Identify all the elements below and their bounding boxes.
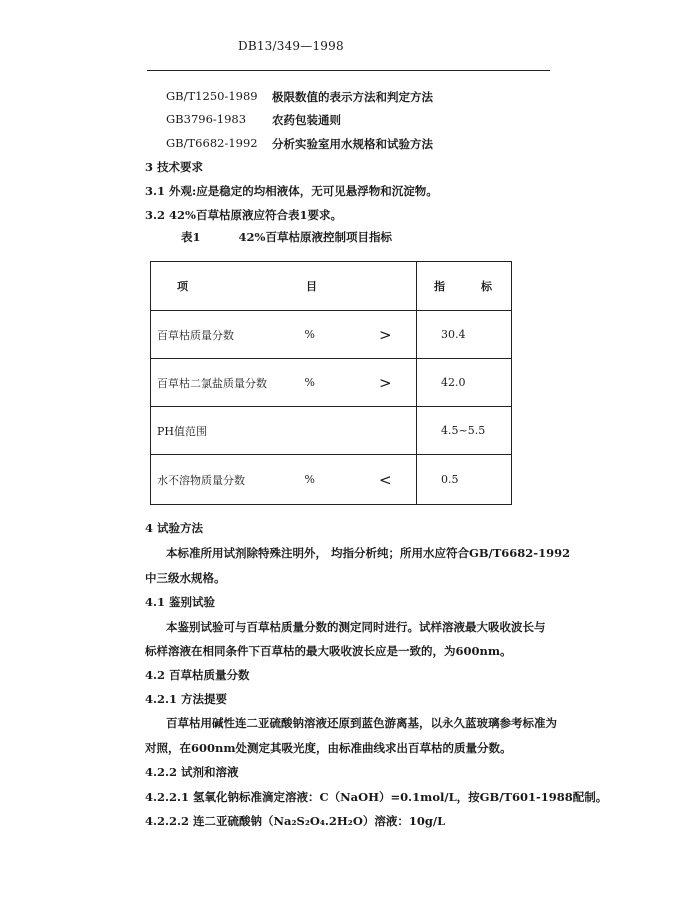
section-4-para-line-2: 中三级水规格。 bbox=[145, 571, 226, 585]
row-operator: > bbox=[355, 311, 417, 359]
section-3-2: 3.2 42%百草枯原液应符合表1要求。 bbox=[145, 208, 342, 222]
header-item-a: 项 bbox=[177, 280, 188, 293]
section-4-2-2-heading: 4.2.2 试剂和溶液 bbox=[145, 765, 239, 779]
ref-code-1: GB/T1250-1989 bbox=[166, 89, 258, 103]
ref-name-2: 农药包装通则 bbox=[272, 113, 341, 127]
row-name: 百草枯质量分数 bbox=[151, 311, 301, 359]
table-caption-title: 42%百草枯原液控制项目指标 bbox=[238, 230, 392, 244]
section-4-2-1-para-line-1: 百草枯用碱性连二亚硫酸钠溶液还原到蓝色游离基，以永久蓝玻璃参考标准为 bbox=[166, 716, 557, 730]
section-3-1: 3.1 外观:应是稳定的均相液体，无可见悬浮物和沉淀物。 bbox=[145, 184, 438, 198]
ref-name-3: 分析实验室用水规格和试验方法 bbox=[272, 137, 433, 151]
row-unit: % bbox=[301, 311, 355, 359]
row-unit: % bbox=[301, 455, 355, 505]
section-4-2-1-para-line-2: 对照，在600nm处测定其吸光度，由标准曲线求出百草枯的质量分数。 bbox=[145, 741, 512, 755]
section-4-para-line-1: 本标准所用试剂除特殊注明外， 均指分析纯；所用水应符合GB/T6682-1992 bbox=[166, 546, 571, 560]
row-value: 0.5 bbox=[417, 455, 512, 505]
table-row bbox=[151, 455, 512, 505]
row-name: PH值范围 bbox=[151, 407, 301, 455]
section-4-2-2-1: 4.2.2.1 氢氧化钠标准滴定溶液：C（NaOH）=0.1mol/L，按GB/T601-1988配制。 bbox=[145, 790, 608, 804]
section-3-heading: 3 技术要求 bbox=[145, 160, 204, 174]
row-unit bbox=[301, 407, 355, 455]
ref-code-3: GB/T6682-1992 bbox=[166, 136, 258, 150]
section-4-2-2-2: 4.2.2.2 连二亚硫酸钠（Na₂S₂O₄.2H₂O）溶液：10g/L bbox=[145, 814, 446, 828]
header-rule bbox=[147, 70, 550, 71]
table-caption-number: 表1 bbox=[181, 230, 201, 244]
row-operator: > bbox=[355, 359, 417, 407]
header-index-a: 指 bbox=[434, 280, 446, 293]
row-name: 百草枯二氯盐质量分数 bbox=[151, 359, 301, 407]
section-4-2-heading: 4.2 百草枯质量分数 bbox=[145, 668, 250, 682]
row-name: 水不溶物质量分数 bbox=[151, 455, 301, 505]
header-item-cell bbox=[151, 262, 417, 311]
row-value: 30.4 bbox=[417, 311, 512, 359]
header-index-cell bbox=[417, 262, 512, 311]
header-index-b: 标 bbox=[481, 280, 493, 293]
table-header-row bbox=[151, 262, 512, 311]
spec-table bbox=[150, 261, 512, 505]
ref-name-1: 极限数值的表示方法和判定方法 bbox=[272, 90, 433, 104]
row-value: 4.5~5.5 bbox=[417, 407, 512, 455]
row-operator bbox=[355, 407, 417, 455]
section-4-heading: 4 试验方法 bbox=[145, 521, 204, 535]
section-4-1-heading: 4.1 鉴别试验 bbox=[145, 595, 216, 609]
row-operator: < bbox=[355, 455, 417, 505]
row-value: 42.0 bbox=[417, 359, 512, 407]
table-row bbox=[151, 359, 512, 407]
header-item-b: 目 bbox=[306, 280, 317, 293]
row-unit: % bbox=[301, 359, 355, 407]
section-4-1-para-line-1: 本鉴别试验可与百草枯质量分数的测定同时进行。试样溶液最大吸收波长与 bbox=[166, 620, 546, 634]
section-4-2-1-heading: 4.2.1 方法提要 bbox=[145, 692, 228, 706]
section-4-1-para-line-2: 标样溶液在相同条件下百草枯的最大吸收波长应是一致的，为600nm。 bbox=[145, 644, 512, 658]
ref-code-2: GB3796-1983 bbox=[166, 112, 247, 126]
table-row bbox=[151, 407, 512, 455]
table-caption bbox=[181, 229, 392, 245]
table-row bbox=[151, 311, 512, 359]
document-code: DB13/349—1998 bbox=[238, 39, 344, 53]
